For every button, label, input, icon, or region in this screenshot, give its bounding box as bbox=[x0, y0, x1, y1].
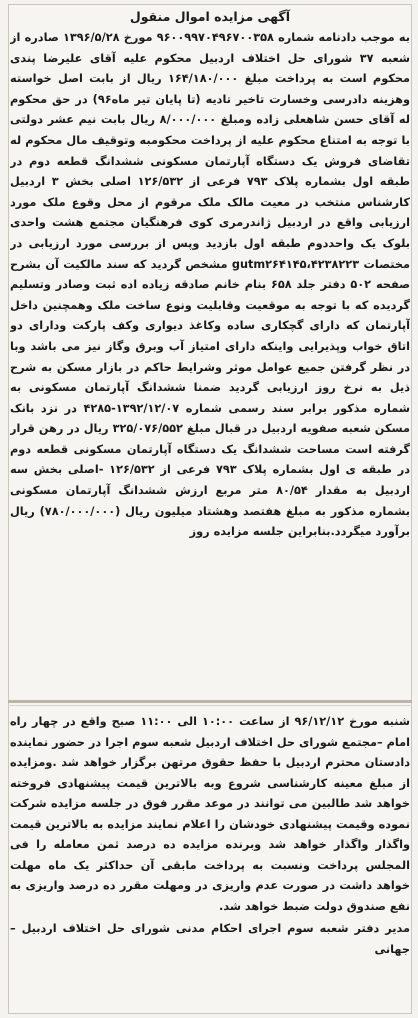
notice-title: آگهی مزایده اموال منقول bbox=[129, 9, 290, 24]
notice-signature: مدیر دفتر شعبه سوم اجرای احکام مدنی شورای حل اختلاف اردبیل –جهانی bbox=[10, 922, 410, 956]
notice-upper-section bbox=[10, 6, 410, 696]
notice-paragraph-1: به موجب دادنامه شماره ۹۶۰۰۹۹۷۰۴۹۶۷۰۰۳۵۸ مورخ ۱۳۹۶/۵/۲۸ صادره از شعبه ۳۷ شورای حل اختلاف اردبیل محکوم علیه آقای علیرضا پندی محکوم است به پرداخت مبلغ ۱۶۴/۱۸۰/۰۰۰ ریال از بابت اصل خواسته وهزینه دادرسی وخسارت تاخیر تادیه (تا پایان تیر ماه۹۶) در حق محکوم له آقای حسن شاهعلی زاده ومبلغ ۸/۰۰۰/۰۰۰ ریال بابت نیم عشر دولتی با توجه به امتناع محکوم علیه از پرداخت محکومبه وتوقیف مال محکوم له تقاضای فروش یک دستگاه آپارتمان مسکونی ششدانگ قطعه دوم در طبقه اول بشماره پلاک ۷۹۳ فرعی از ۱۲۶/۵۳۲ اصلی بخش ۳ اردبیل کارشناس منتخب در معیت مالک ملک مرقوم از محل وقوع ملک مورد ارزیابی واقع در اردبیل ژاندرمری کوی فرهنگیان مجتمع هشت واحدی بلوک یک واحددوم طبقه اول بازدید وپس از بررسی مورد ارزیابی در مختصات gutm۲۶۴۱۴۵،۴۲۳۸۲۲۳ مشخص گردید که سند مالکیت آن بشرح صفحه ۵۰۲ دفتر جلد ۶۵۸ بنام خانم صادقه زیاده اده ثبت وصادر وتسلیم گردیده که با توجه به موقعیت وقابلیت ونوع ساخت ملک وهمچنین داخل آپارتمان که دارای گچکاری ساده وکاغذ دیواری وکف پارکت ودارای دو اتاق خواب وپذیرایی واینکه دارای امتیاز آب وبرق وگاز نیز می باشد وبا در نظر گرفتن جمیع عوامل موثر وشرایط حاکم در بازار مسکن به شرح ذیل به نرخ روز ارزیابی گردید ضمنا ششدانگ آپارتمان مسکونی به شماره مذکور برابر سند رسمی شماره ۱۳۹۲/۱۲/۰۷-۴۲۸۵ در نزد بانک مسکن شعبه صفویه اردبیل در قبال مبلغ ۳۲۵/۰۷۶/۵۵۲ ریال در رهن قرار گرفته است مساحت ششدانگ یک دستگاه آپارتمان مسکونی قطعه دوم در طبقه ی اول بشماره پلاک ۷۹۳ فرعی از ۱۲۶/۵۳۲ -اصلی بخش سه اردبیل به مقدار ۸۰/۵۴ متر مربع ارزش ششدانگ آپارتمان مسکونی بشماره مذکور به مبلغ هفتصد وهشتاد میلیون ریال (۷۸۰/۰۰۰/۰۰۰) ریال برآورد میگردد.بنابراین جلسه مزایده روز bbox=[10, 31, 410, 539]
section-divider bbox=[8, 700, 412, 703]
notice-lower-section bbox=[10, 712, 410, 1010]
notice-paragraph-2: شنبه مورخ ۹۶/۱۲/۱۲ از ساعت ۱۰:۰۰ الی ۱۱:۰۰ صبح واقع در چهار راه امام –مجتمع شورای حل اختلاف اردبیل شعبه سوم اجرا در حضور نماینده دادستان محترم اردبیل با حفظ حقوق مرتهن برگزار خواهد شد .ومزایده از مبلغ معینه کارشناسی شروع وبه بالاترین قیمت پیشنهادی فروخته خواهد شد طالبین می توانند در موعد مقرر فوق در جلسه مزایده شرکت نموده وقیمت پیشنهادی خودشان را اعلام نمایند مزایده به بالاترین قیمت واگذار واگذار خواهد شد وبرنده مزایده ده درصد ثمن معامله را فی المجلس پرداخت ونسبت به پرداخت مابقی آن حداکثر یک ماه مهلت خواهد داشت در صورت عدم واریزی در ومهلت مقرر ده درصد واریزی به نفع صندوق دولت ضبط خواهد شد. bbox=[10, 715, 410, 913]
section-divider-thin bbox=[8, 705, 412, 706]
